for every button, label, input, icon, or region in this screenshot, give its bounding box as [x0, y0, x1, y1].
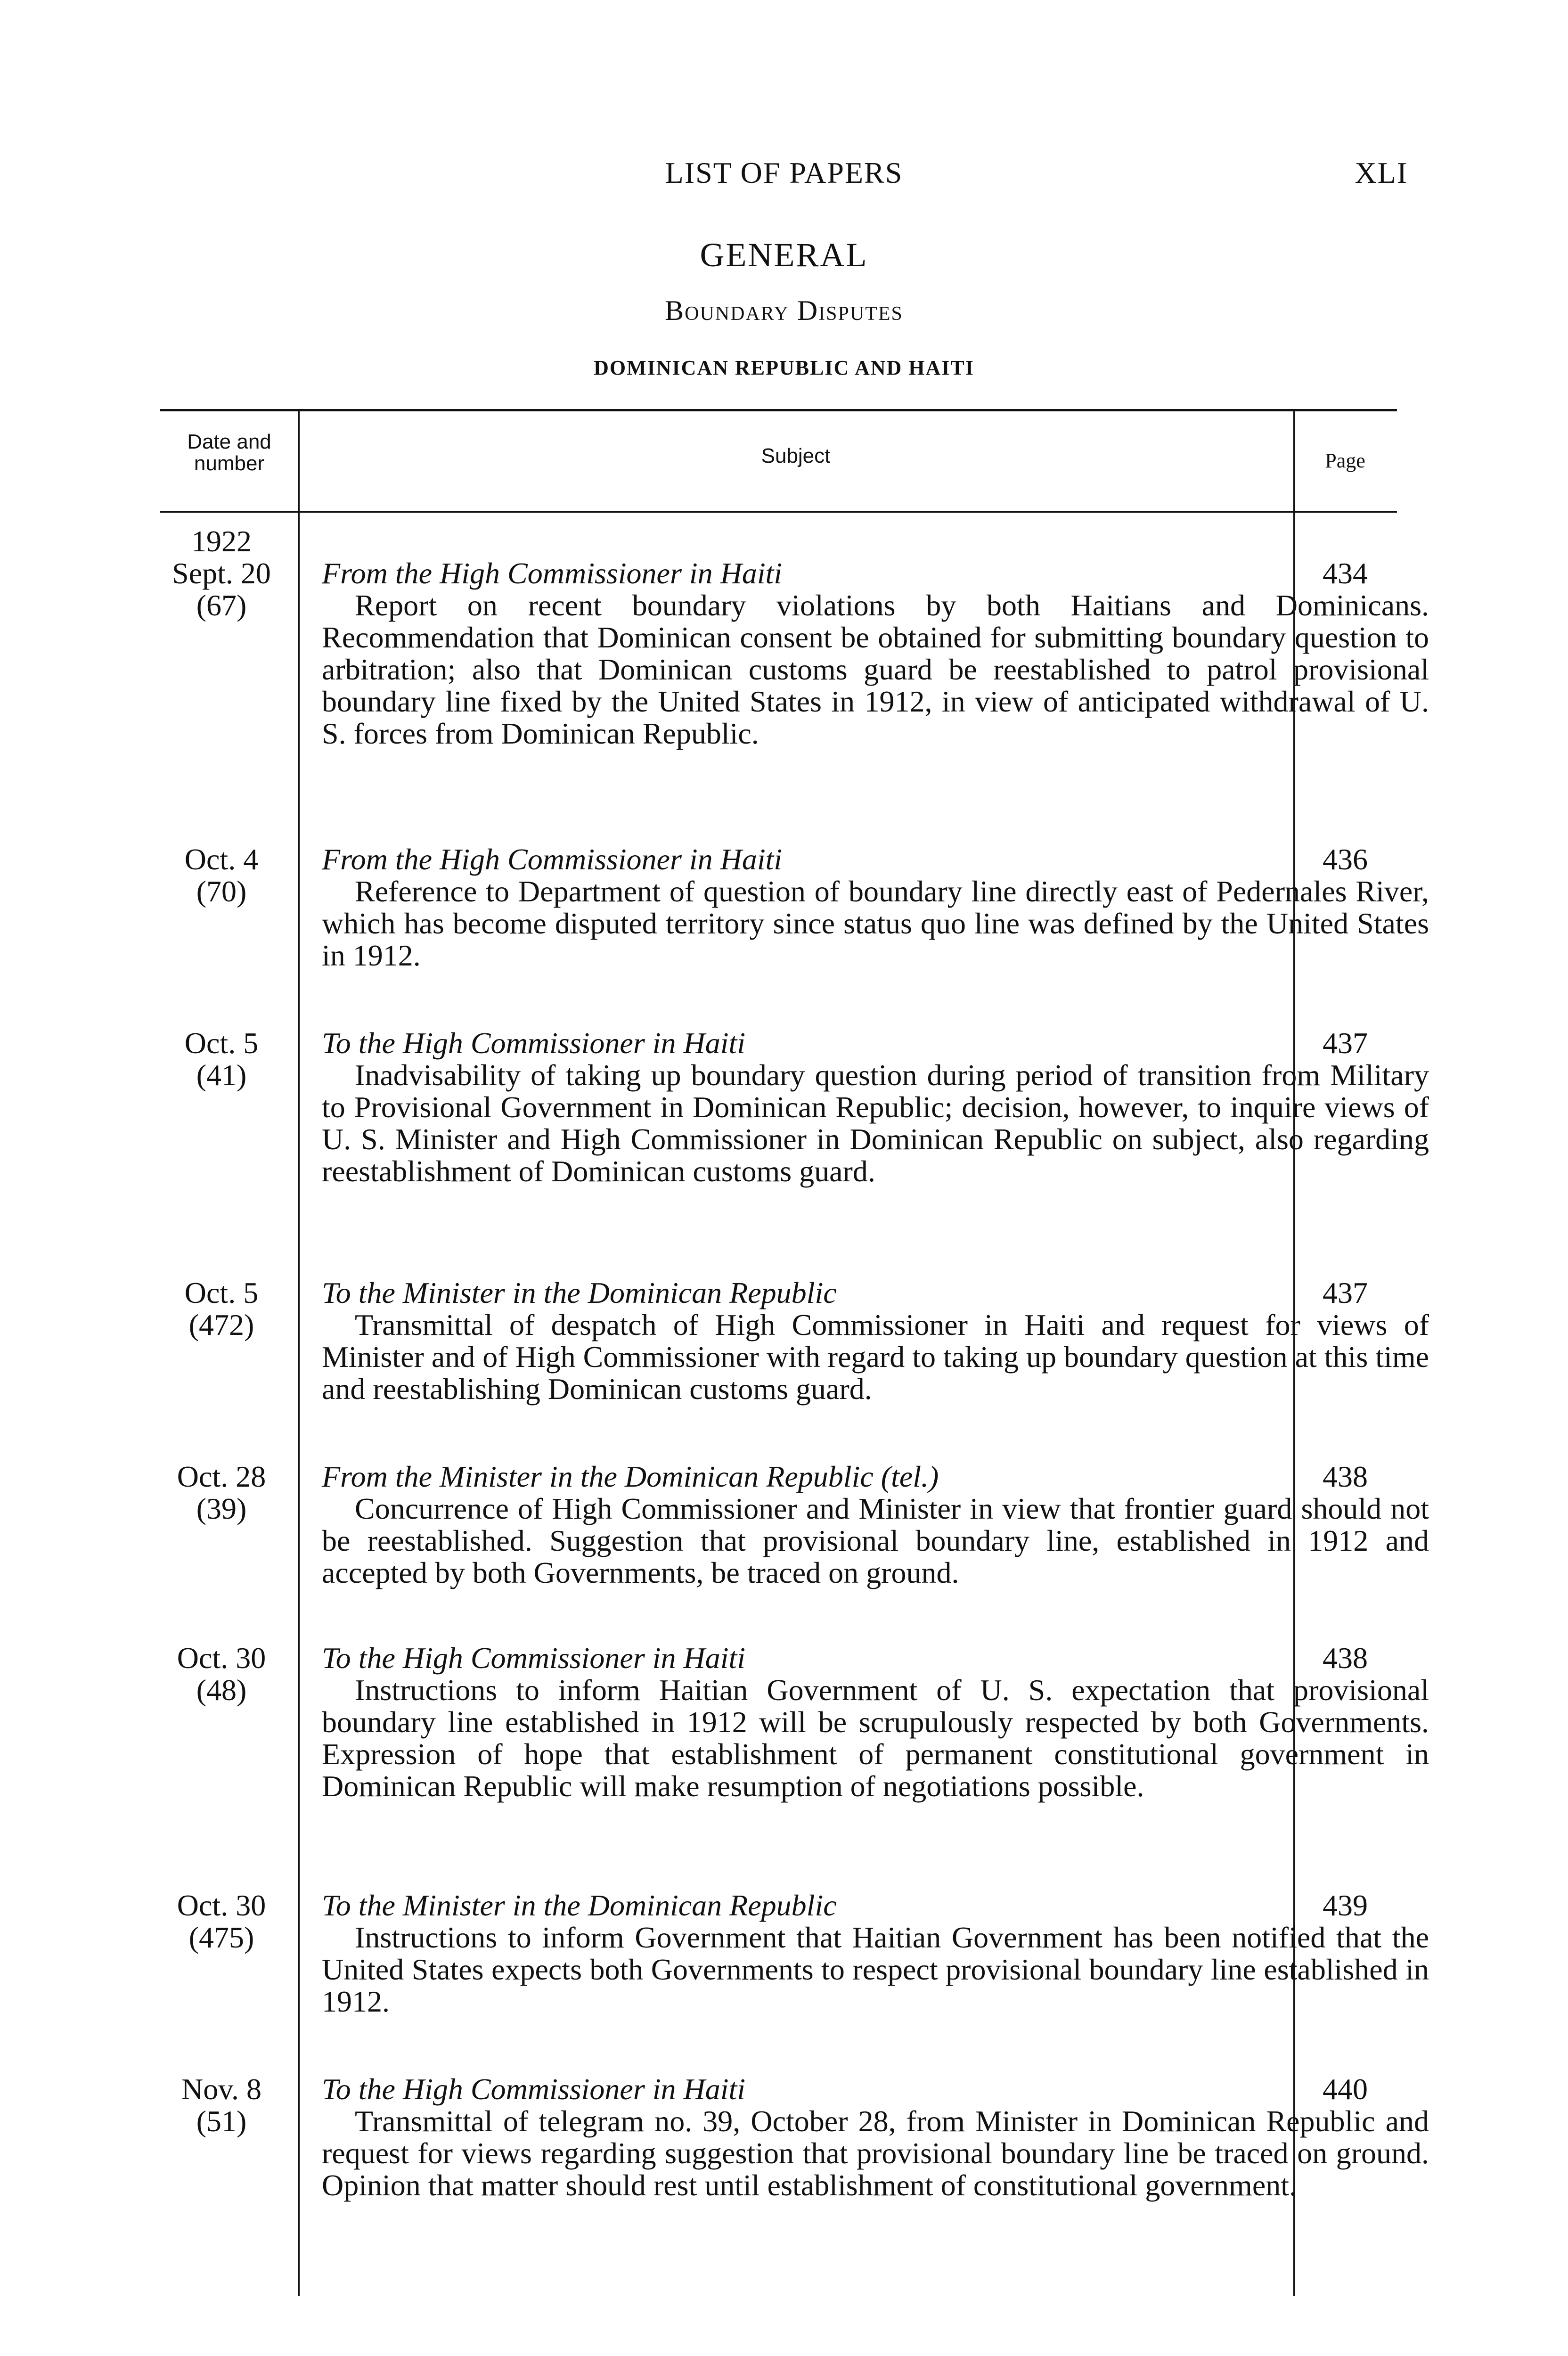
- entry-date-cell: [160, 1027, 283, 1091]
- entry-date: Oct. 5: [184, 1026, 259, 1060]
- column-header-date-line2: number: [194, 452, 265, 475]
- entry-number: (41): [196, 1058, 247, 1092]
- entry-summary: Transmittal of despatch of High Commissioner in Haiti and request for views of Minister and of High Commissioner with regard to taking up boundary question at this time and reestablishing Dominican customs guard.: [322, 1308, 1429, 1406]
- column-divider-date: [298, 411, 300, 2296]
- entry-date-cell: [160, 1890, 283, 1954]
- entry-date-cell: [160, 525, 283, 622]
- entry-summary: Report on recent boundary violations by both Haitians and Dominicans. Recommendation that Dominican consent be obtained for submitting boundary question to arbitration; also that Dominican customs guard be reestablished to patrol provisional boundary line fixed by the United States in 1912, in view of anticipated withdrawal of U. S. forces from Dominican Republic.: [322, 589, 1429, 750]
- entry-summary: Inadvisability of taking up boundary question during period of transition from Military to Provisional Government in Dominican Republic; decision, however, to inquire views of U. S. Minister and High Commissioner in Dominican Republic on subject, also regarding reestablishment of Dominican customs guard.: [322, 1058, 1429, 1188]
- entry-subject: [322, 2073, 1429, 2201]
- entry-title: From the High Commissioner in Haiti: [322, 843, 783, 876]
- entry-summary: Concurrence of High Commissioner and Minister in view that frontier guard should not be reestablished. Suggestion that provisional boundary line, established in 1912 and accepted by both Governments, be traced on ground.: [322, 1492, 1429, 1589]
- entry-title: From the High Commissioner in Haiti: [322, 556, 783, 590]
- page-folio: XLI: [1355, 156, 1408, 189]
- column-header-date: [160, 431, 298, 474]
- column-header-date-line1: Date and: [187, 430, 271, 453]
- entry-page: 438: [1323, 1460, 1368, 1493]
- entry-year: 1922: [191, 524, 252, 558]
- column-header-page: Page: [1325, 449, 1365, 472]
- entry-title: To the Minister in the Dominican Republic: [322, 1889, 837, 1922]
- entry-number: (472): [188, 1308, 254, 1342]
- entry-page: 436: [1323, 843, 1368, 876]
- table-top-rule: [160, 409, 1397, 411]
- entry-subject: [322, 1027, 1429, 1187]
- entry-subject: [322, 1890, 1429, 2018]
- entry-date: Oct. 30: [177, 1889, 266, 1922]
- column-header-subject: Subject: [761, 444, 831, 467]
- entry-page: 437: [1323, 1276, 1368, 1309]
- topic-heading: DOMINICAN REPUBLIC AND HAITI: [594, 356, 974, 379]
- entry-date: Sept. 20: [172, 556, 271, 590]
- entry-number: (51): [196, 2104, 247, 2138]
- entry-page: 434: [1323, 556, 1368, 590]
- entry-subject: [322, 1461, 1429, 1589]
- entry-date-cell: [160, 1461, 283, 1525]
- entry-date: Oct. 4: [184, 843, 259, 876]
- entry-summary: Reference to Department of question of boundary line directly east of Pedernales River, which has become disputed territory since status quo line was defined by the United States in 1912.: [322, 875, 1429, 972]
- entry-date-cell: [160, 1642, 283, 1706]
- section-heading: GENERAL: [700, 236, 868, 274]
- entry-number: (475): [188, 1921, 254, 1954]
- entry-summary: Instructions to inform Government that Haitian Government has been notified that the United States expects both Governments to respect provisional boundary line established in 1912.: [322, 1921, 1429, 2018]
- entry-subject: [322, 1642, 1429, 1802]
- entry-page: 437: [1323, 1026, 1368, 1060]
- entry-date-cell: [160, 843, 283, 908]
- entry-date-cell: [160, 1277, 283, 1341]
- entry-page: 438: [1323, 1641, 1368, 1675]
- entry-subject: [322, 557, 1429, 750]
- running-title: LIST OF PAPERS: [665, 156, 903, 189]
- table-header-rule: [160, 511, 1397, 513]
- entry-title: To the High Commissioner in Haiti: [322, 2072, 746, 2106]
- entry-title: To the High Commissioner in Haiti: [322, 1641, 746, 1675]
- entry-subject: [322, 1277, 1429, 1405]
- entry-number: (70): [196, 875, 247, 908]
- entry-number: (39): [196, 1492, 247, 1525]
- entry-date: Oct. 30: [177, 1641, 266, 1675]
- subsection-heading: Boundary Disputes: [665, 295, 903, 326]
- entry-number: (67): [196, 589, 247, 622]
- entry-subject: [322, 843, 1429, 972]
- entry-summary: Transmittal of telegram no. 39, October 28, from Minister in Dominican Republic and request for views regarding suggestion that provisional boundary line be traced on ground. Opinion that matter should rest until establishment of constitutional government.: [322, 2104, 1429, 2202]
- entry-title: To the High Commissioner in Haiti: [322, 1026, 746, 1060]
- entry-date-cell: [160, 2073, 283, 2137]
- entry-page: 439: [1323, 1889, 1368, 1922]
- entry-date: Oct. 28: [177, 1460, 266, 1493]
- entry-title: To the Minister in the Dominican Republic: [322, 1276, 837, 1309]
- entry-date: Nov. 8: [181, 2072, 262, 2106]
- running-head: [0, 155, 1568, 198]
- entry-date: Oct. 5: [184, 1276, 259, 1309]
- entry-title: From the Minister in the Dominican Republic (tel.): [322, 1460, 939, 1493]
- entry-number: (48): [196, 1673, 247, 1707]
- entry-page: 440: [1323, 2072, 1368, 2106]
- entry-summary: Instructions to inform Haitian Government of U. S. expectation that provisional boundary line established in 1912 will be scrupulously respected by both Governments. Expression of hope that establishment of permanent constitutional government in Dominican Republic will make resumption of negotiations possible.: [322, 1673, 1429, 1803]
